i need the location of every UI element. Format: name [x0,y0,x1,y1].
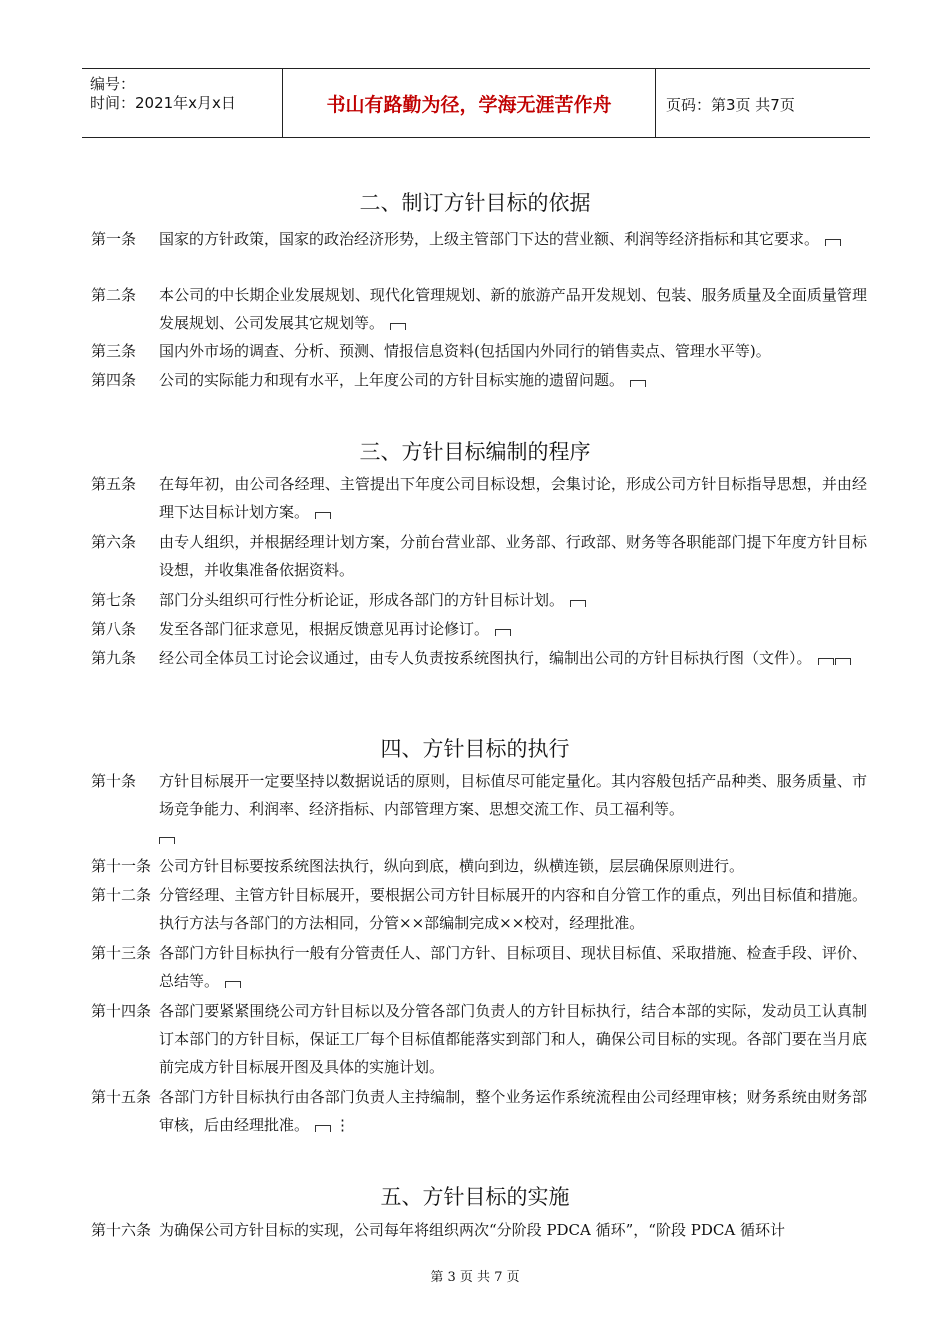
article [91,767,867,851]
article-text: 国家的方针政策，国家的政治经济形势，上级主管部门下达的营业额、利润等经济指标和其它要求。 [159,230,820,248]
article-number: 第十一条 [91,857,152,875]
article-number: 第二条 [91,286,137,304]
article-number: 第九条 [91,649,137,667]
article-text: 在每年初，由公司各经理、主管提出下年度公司目标设想，会集讨论，形成公司方针目标指导思想，并由经理下达目标计划方案。 [159,475,867,521]
paragraph-mark-icon [315,1125,331,1132]
section-title: 二、制订方针目标的依据 [359,191,591,215]
article-text: 各部门方针目标执行由各部门负责人主持编制，整个业务运作系统流程由公司经理审核；财务系统由财务部审核，后由经理批准。 [159,1088,867,1134]
paragraph-mark-icon [825,239,841,246]
paragraph-mark-icon [390,323,406,330]
article [91,852,867,880]
paragraph-mark-icon [630,380,646,387]
article-number: 第七条 [91,591,137,609]
article-text: 由专人组织，并根据经理计划方案，分前台营业部、业务部、行政部、财务等各职能部门提下年度方针目标设想，并收集准备依据资料。 [159,533,867,579]
article-number: 第四条 [91,371,137,389]
article [91,939,867,995]
article-number: 第五条 [91,475,137,493]
article-number: 第十四条 [91,1002,152,1020]
article-text: 国内外市场的调查、分析、预测、情报信息资料(包括国内外同行的销售卖点、管理水平等)。 [159,342,771,360]
section-title: 五、方针目标的实施 [380,1185,570,1209]
article [91,881,867,937]
article-text: 各部门方针目标执行一般有分管责任人、部门方针、目标项目、现状目标值、采取措施、检查手段、评价、总结等。 [159,944,867,990]
paragraph-mark-icon [225,981,241,988]
article-text: 为确保公司方针目标的实现，公司每年将组织两次“分阶段 PDCA 循环”，“阶段 PDCA 循环计 [159,1221,785,1239]
article [91,644,867,672]
article-text: 公司的实际能力和现有水平，上年度公司的方针目标实施的遗留问题。 [159,371,625,389]
article-text: 本公司的中长期企业发展规划、现代化管理规划、新的旅游产品开发规划、包装、服务质量及全面质量管理发展规划、公司发展其它规划等。 [159,286,867,332]
article [91,470,867,526]
article-text: 公司方针目标要按系统图法执行，纵向到底，横向到边，纵横连锁，层层确保原则进行。 [159,857,745,875]
article-number: 第一条 [91,230,137,248]
paragraph-mark-icon [159,837,175,844]
article-number: 第十三条 [91,944,152,962]
article [91,281,867,337]
article-text: 各部门要紧紧围绕公司方针目标以及分管各部门负责人的方针目标执行，结合本部的实际，发动员工认真制订本部门的方针目标，保证工厂每个目标值都能落实到部门和人，确保公司目标的实现。各部门要在当月底前完成方针目标展开图及具体的实施计划。 [159,1002,867,1076]
article-number: 第十六条 [91,1221,152,1239]
section-title: 四、方针目标的执行 [380,737,570,761]
document-header [82,68,870,138]
section-title: 三、方针目标编制的程序 [359,440,591,464]
dots-icon: ⋮ [335,1116,351,1134]
article-number: 第八条 [91,620,137,638]
article-number: 第十条 [91,772,137,790]
paragraph-mark-icon [818,658,834,665]
article-text: 方针目标展开一定要坚持以数据说话的原则，目标值尽可能定量化。其内容般包括产品种类、服务质量、市场竞争能力、利润率、经济指标、内部管理方案、思想交流工作、员工福利等。 [159,772,867,818]
header-info-cell [82,69,283,137]
article [91,586,867,614]
article-text: 发至各部门征求意见，根据反馈意见再讨论修订。 [159,620,490,638]
article [91,528,867,584]
paragraph-mark-icon [835,658,851,665]
article-number: 第六条 [91,533,137,551]
page-footer: 第 3 页 共 7 页 [430,1270,520,1285]
article-number: 第三条 [91,342,137,360]
header-motto-cell [283,69,656,137]
article [91,997,867,1081]
article-number: 第十五条 [91,1088,152,1106]
paragraph-mark-icon [495,629,511,636]
article [91,337,867,365]
article [91,366,867,394]
header-page-cell [656,69,870,137]
article [91,615,867,643]
article [91,225,867,253]
article-text: 分管经理、主管方针目标展开，要根据公司方针目标展开的内容和自分管工作的重点，列出目标值和措施。执行方法与各部门的方法相同，分管××部编制完成××校对，经理批准。 [159,886,867,932]
paragraph-mark-icon [315,512,331,519]
serial-label: 编号： [90,75,136,93]
article [91,1216,867,1244]
time-label: 时间：2021年x月x日 [90,94,236,112]
paragraph-mark-icon [570,600,586,607]
article-text: 经公司全体员工讨论会议通过，由专人负责按系统图执行，编制出公司的方针目标执行图（文件）。 [159,649,812,667]
page-label: 页码：第3页 共7页 [666,96,795,114]
article-number: 第十二条 [91,886,152,904]
article [91,1083,867,1139]
motto: 书山有路勤为径，学海无涯苦作舟 [326,94,612,116]
article-text: 部门分头组织可行性分析论证，形成各部门的方针目标计划。 [159,591,565,609]
